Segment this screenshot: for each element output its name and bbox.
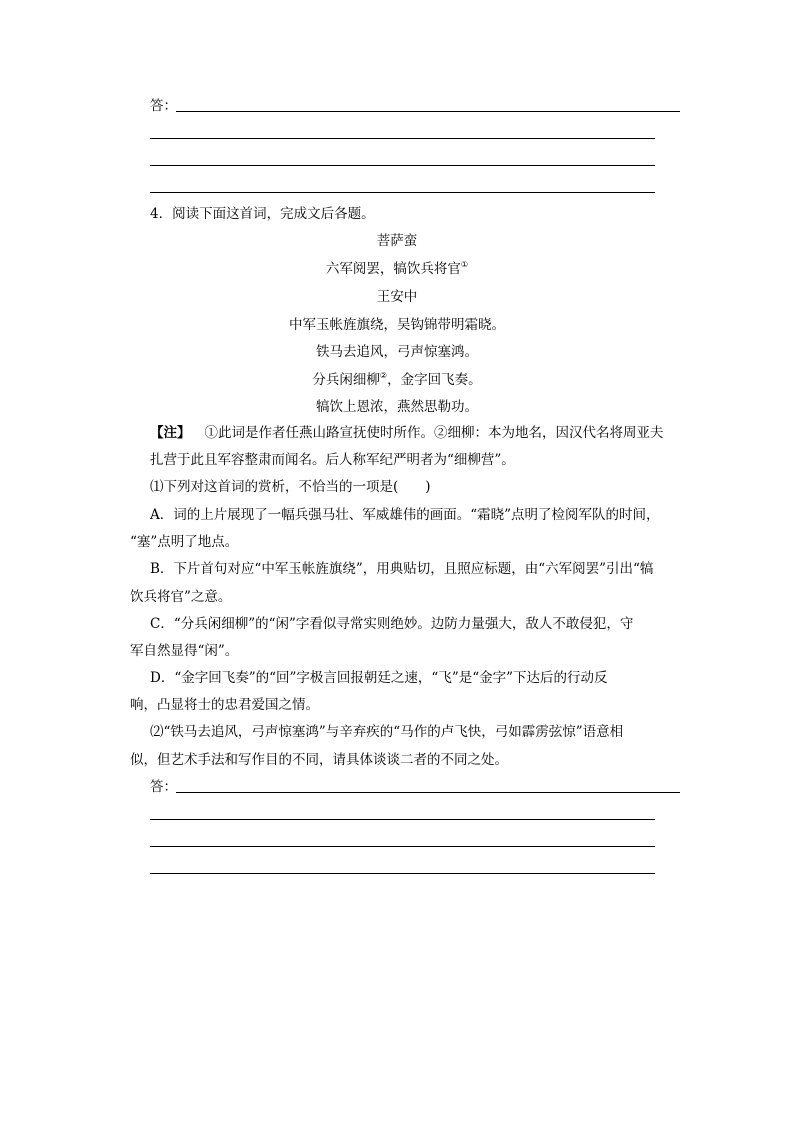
- answer-line[interactable]: [150, 819, 655, 820]
- poem-subtitle-text: 六军阅罢，犒饮兵将官: [325, 261, 461, 277]
- option-d-line-2: 响，凸显将士的忠君爱国之情。: [130, 697, 319, 713]
- poem-line-3: [0, 370, 794, 390]
- option-a-line-2: “塞”点明了地点。: [130, 534, 239, 550]
- option-c-line-1: C．“分兵闲细柳”的“闲”字看似寻常实则绝妙。边防力量强大，敌人不敢侵犯，守: [150, 616, 634, 632]
- poem-line-1: 中军玉帐旌旗绕，吴钩锦带明霜晓。: [289, 317, 505, 333]
- answer-label-bottom: 答：: [150, 779, 177, 795]
- note-line-1: [150, 423, 664, 443]
- footnote-marker-2: ②: [379, 371, 388, 380]
- poem-line-4: 犒饮上恩浓，燕然思勒功。: [316, 399, 478, 415]
- answer-label-top: 答：: [150, 98, 177, 114]
- option-d-line-1: D．“金字回飞奏”的“回”字极言回报朝廷之速，“飞”是“金字”下达后的行动反: [150, 670, 608, 686]
- poem-subtitle: [0, 259, 794, 279]
- note-label: 【注】: [150, 425, 191, 441]
- option-c-line-2: 军自然显得“闲”。: [130, 643, 239, 659]
- poem-line-2: 铁马去追风，弓声惊塞鸿。: [316, 344, 478, 360]
- poem-author: 王安中: [376, 289, 418, 305]
- option-b-line-2: 饮兵将官”之意。: [130, 589, 232, 605]
- answer-line[interactable]: [150, 165, 655, 166]
- option-b-line-1: B．下片首句对应“中军玉帐旌旗绕”，用典贴切，且照应标题，由“六军阅罢”引出“犒: [150, 561, 654, 577]
- poem-line-3-a: 分兵闲细柳: [312, 372, 380, 388]
- question-4-prompt: 4．阅读下面这首词，完成文后各题。: [150, 206, 375, 222]
- answer-line[interactable]: [150, 192, 655, 193]
- subquestion-2-line-2: 似，但艺术手法和写作目的不同，请具体谈谈二者的不同之处。: [130, 752, 508, 768]
- note-line-2: 扎营于此且军容整肃而闻名。后人称军纪严明者为“细柳营”。: [150, 452, 515, 468]
- answer-line[interactable]: [150, 846, 655, 847]
- answer-line[interactable]: [150, 873, 655, 874]
- answer-line[interactable]: [176, 792, 680, 793]
- poem-line-3-b: ，金字回飞奏。: [387, 372, 482, 388]
- option-a-line-1: A．词的上片展现了一幅兵强马壮、军威雄伟的画面。“霜晓”点明了检阅军队的时间，: [150, 507, 660, 523]
- note-text-1: ①此词是作者任燕山路宣抚使时所作。②细柳：本为地名，因汉代名将周亚夫: [204, 425, 664, 441]
- poem-title: 菩萨蛮: [376, 233, 418, 249]
- subquestion-2-line-1: ⑵“铁马去追风，弓声惊塞鸿”与辛弃疾的“马作的卢飞快，弓如霹雳弦惊”语意相: [150, 724, 624, 740]
- footnote-marker-1: ①: [460, 260, 469, 269]
- subquestion-1-stem: ⑴下列对这首词的赏析，不恰当的一项是( ): [150, 479, 431, 495]
- answer-line[interactable]: [150, 138, 655, 139]
- answer-line[interactable]: [176, 111, 680, 112]
